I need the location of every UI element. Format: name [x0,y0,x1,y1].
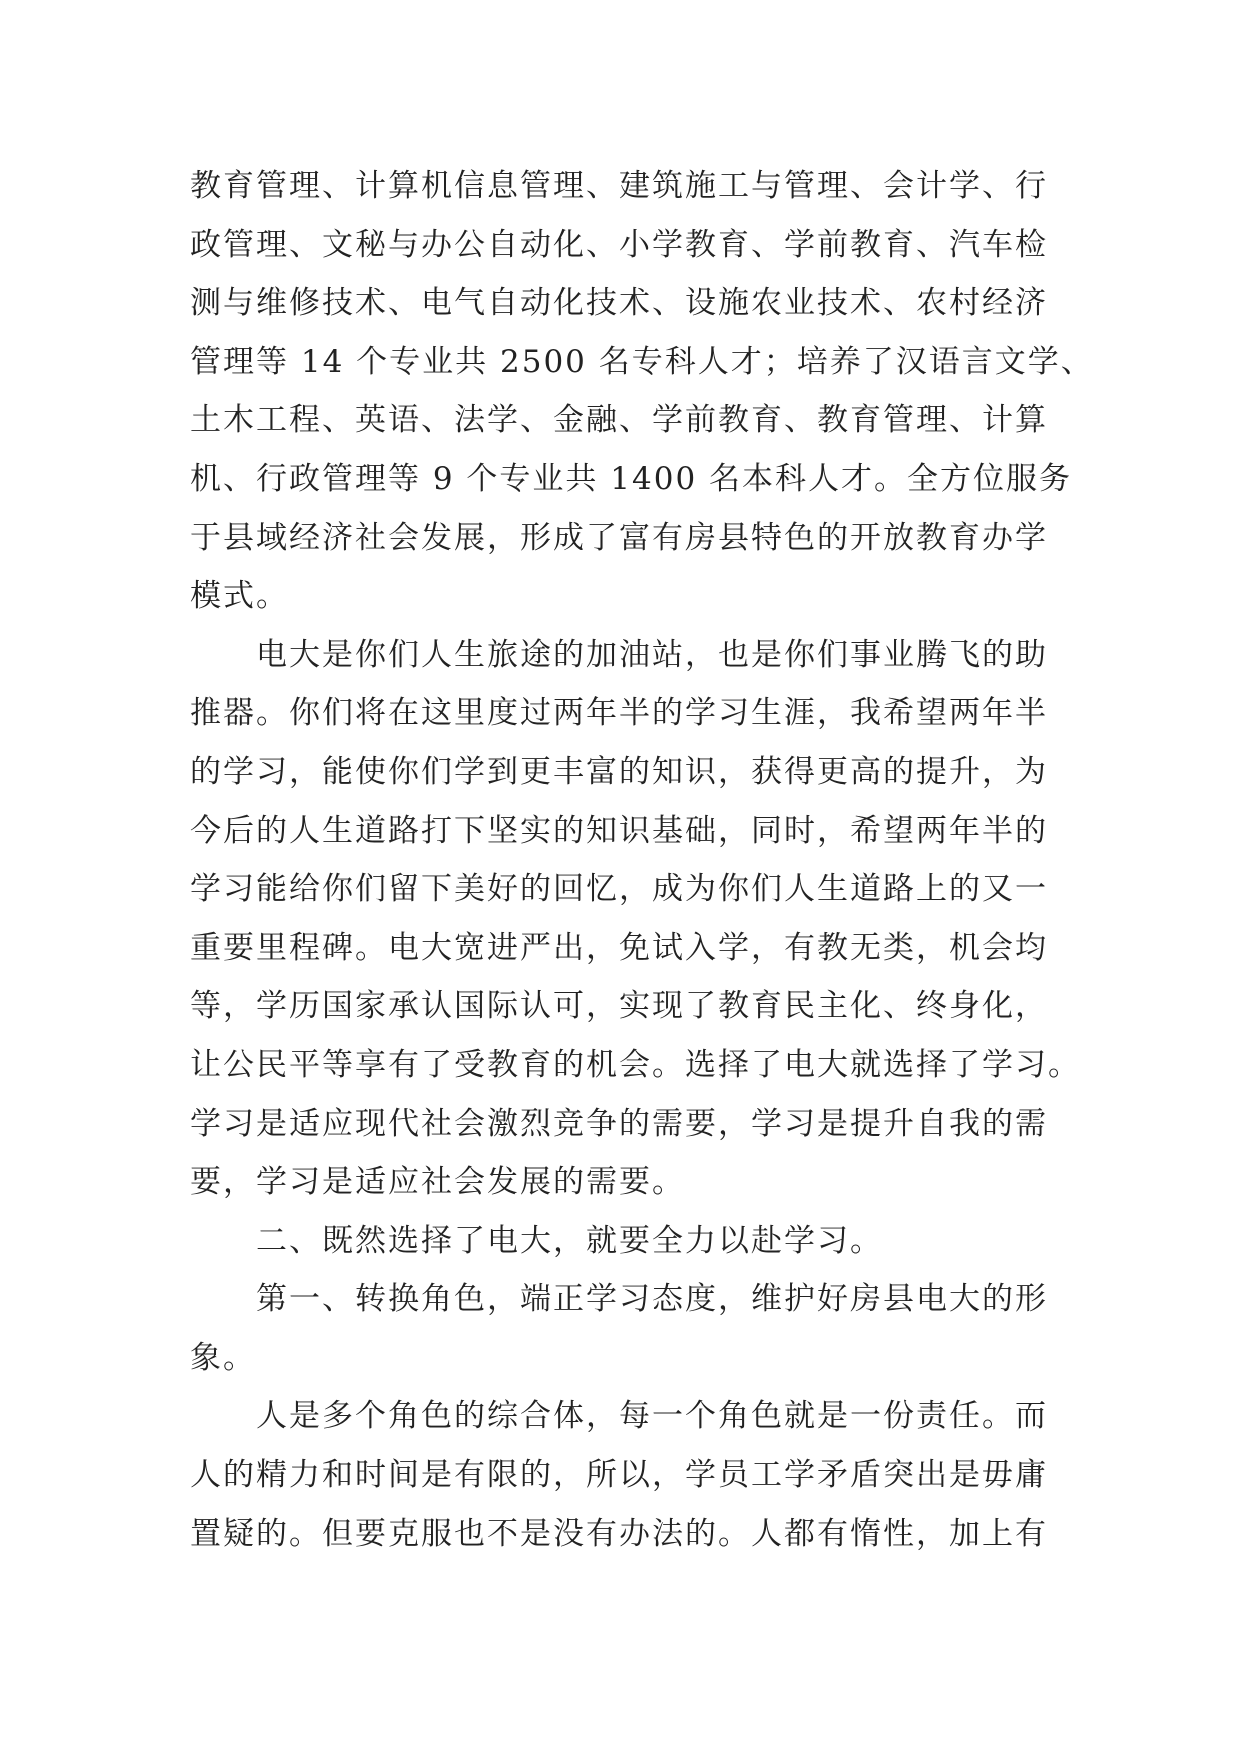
text-line: 学习是适应现代社会激烈竞争的需要，学习是提升自我的需 [190,1105,1048,1142]
paragraph-5 [190,1387,1060,1563]
document-body [190,157,1094,1563]
text-line: 测与维修技术、电气自动化技术、设施农业技术、农村经济 [190,285,1048,322]
text-line: 电大是你们人生旅途的加油站，也是你们事业腾飞的助 [256,636,1048,673]
paragraph-2 [190,626,1081,1212]
text-line: 等，学历国家承认国际认可，实现了教育民主化、终身化， [190,988,1048,1025]
text-line: 学习能给你们留下美好的回忆，成为你们人生道路上的又一 [190,871,1048,908]
text-line: 土木工程、英语、法学、金融、学前教育、教育管理、计算 [190,402,1048,439]
text-line: 今后的人生道路打下坚实的知识基础，同时，希望两年半的 [190,812,1048,849]
text-line: 让公民平等享有了受教育的机会。选择了电大就选择了学习。 [190,1046,1081,1083]
text-line: 第一、转换角色，端正学习态度，维护好房县电大的形 [256,1281,1048,1318]
text-line: 教育管理、计算机信息管理、建筑施工与管理、会计学、行 [190,168,1048,204]
text-line: 的学习，能使你们学到更丰富的知识，获得更高的提升，为 [190,753,1048,790]
text-line: 象。 [190,1339,256,1376]
text-line: 置疑的。但要克服也不是没有办法的。人都有惰性，加上有 [190,1515,1048,1552]
text-line: 于县域经济社会发展，形成了富有房县特色的开放教育办学 [190,519,1048,556]
text-line: 重要里程碑。电大宽进严出，免试入学，有教无类，机会均 [190,929,1048,966]
text-line: 管理等 14 个专业共 2500 名专科人才；培养了汉语言文学、 [190,343,1094,380]
text-line: 推器。你们将在这里度过两年半的学习生涯，我希望两年半 [190,695,1048,732]
text-line: 二、既然选择了电大，就要全力以赴学习。 [256,1222,883,1259]
paragraph-1 [190,157,1094,626]
text-line: 人的精力和时间是有限的，所以，学员工学矛盾突出是毋庸 [190,1457,1048,1494]
paragraph-4 [190,1270,1060,1387]
paragraph-3-section-heading [190,1212,1060,1271]
text-line: 人是多个角色的综合体，每一个角色就是一份责任。而 [256,1398,1048,1435]
text-line: 模式。 [190,578,289,615]
text-line: 要，学习是适应社会发展的需要。 [190,1164,685,1201]
text-line: 政管理、文秘与办公自动化、小学教育、学前教育、汽车检 [190,226,1048,263]
text-line: 机、行政管理等 9 个专业共 1400 名本科人才。全方位服务 [190,460,1073,497]
